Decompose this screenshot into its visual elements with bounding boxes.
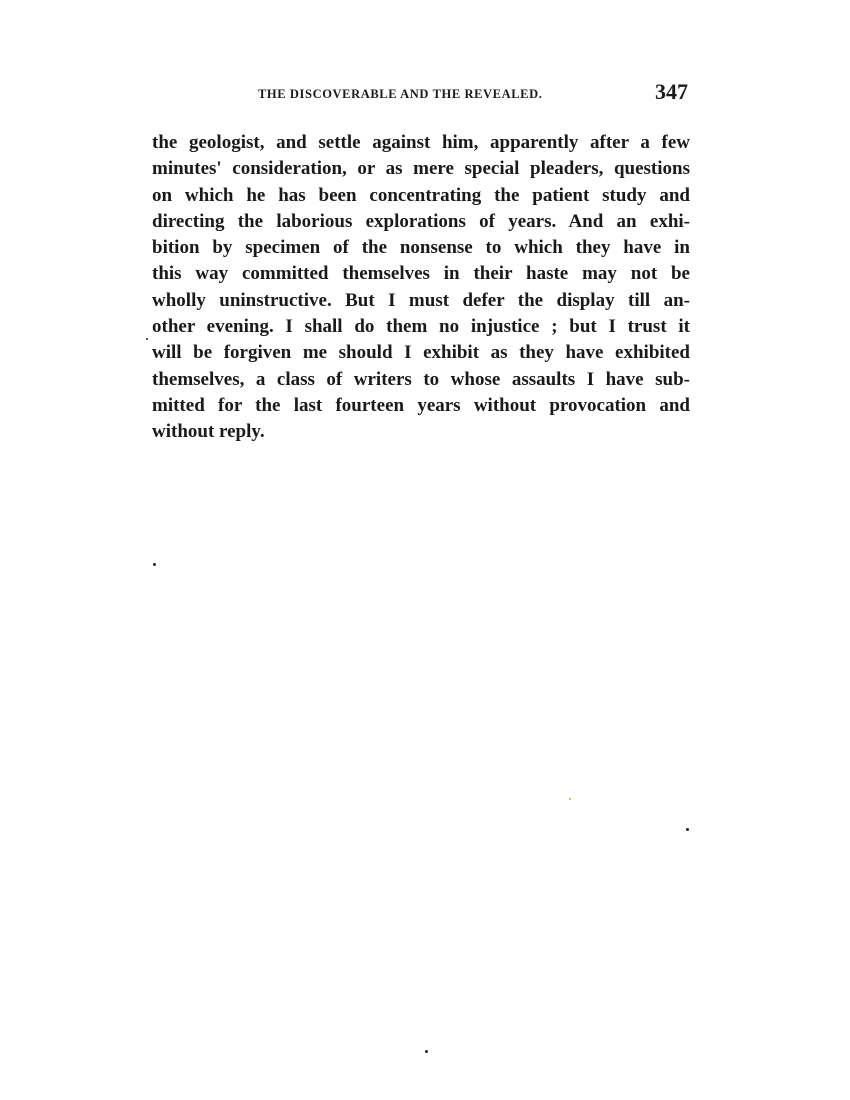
text-line: this way committed themselves in their haste may not be bbox=[152, 263, 690, 285]
text-line: bition by specimen of the nonsense to which they have in bbox=[152, 237, 690, 259]
running-head bbox=[152, 78, 690, 108]
page-number: 347 bbox=[655, 79, 688, 104]
text-line: directing the laborious explorations of years. And an exhi- bbox=[152, 210, 690, 232]
scan-speck bbox=[146, 338, 148, 340]
text-line: themselves, a class of writers to whose assaults I have sub- bbox=[152, 368, 690, 390]
text-line: mitted for the last fourteen years without provocation and bbox=[152, 394, 690, 416]
scan-speck bbox=[569, 798, 571, 800]
text-line: without reply. bbox=[152, 421, 265, 443]
text-line: on which he has been concentrating the patient study and bbox=[152, 184, 690, 206]
text-line: will be forgiven me should I exhibit as they have exhibited bbox=[152, 342, 690, 364]
scan-speck bbox=[153, 563, 156, 566]
text-line: minutes' consideration, or as mere special pleaders, questions bbox=[152, 158, 690, 180]
text-line: wholly uninstructive. But I must defer the display till an- bbox=[152, 289, 690, 311]
text-line: the geologist, and settle against him, apparently after a few bbox=[152, 132, 690, 153]
running-title: THE DISCOVERABLE AND THE REVEALED. bbox=[258, 87, 543, 101]
scan-speck bbox=[686, 828, 689, 831]
scan-speck bbox=[425, 1050, 428, 1053]
body-paragraph bbox=[152, 130, 690, 446]
text-line: other evening. I shall do them no injustice ; but I trust it bbox=[152, 316, 690, 338]
